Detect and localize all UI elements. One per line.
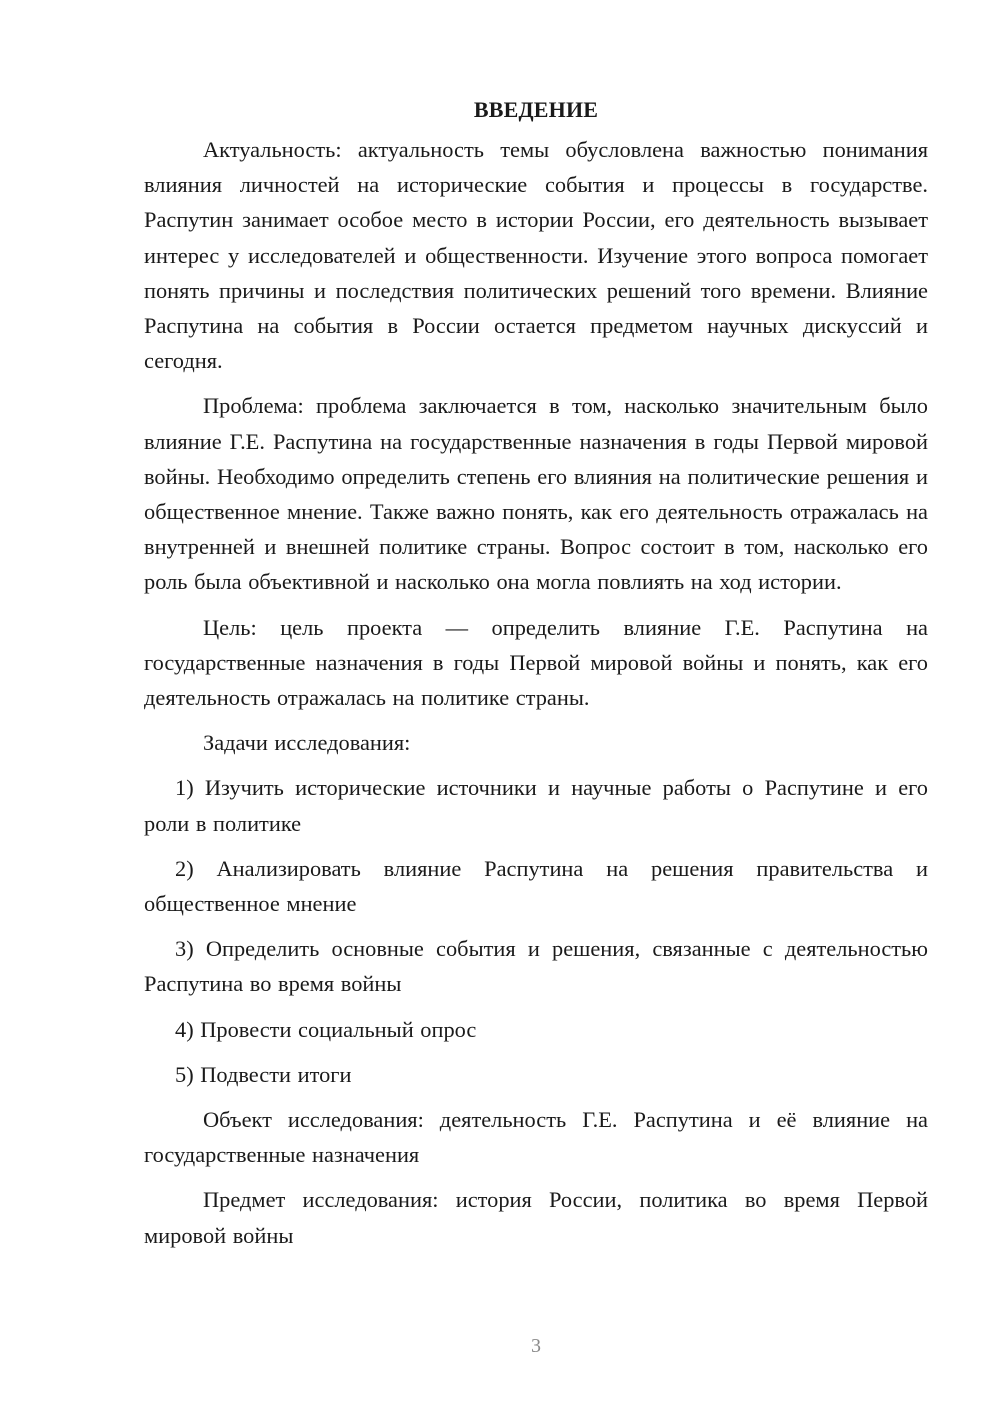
task-item-4: 4) Провести социальный опрос xyxy=(175,1016,477,1042)
paragraph-goal: Цель: цель проекта — определить влияние Г.Е. Распутина на государственные назначения в годы Первой мировой войны и понять, как его деятельность отражалась на политике страны. xyxy=(144,614,928,711)
task-item-5: 5) Подвести итоги xyxy=(175,1061,352,1087)
page-number: 3 xyxy=(531,1335,541,1357)
paragraph-tasks-heading: Задачи исследования: xyxy=(203,730,411,756)
task-item-2: 2) Анализировать влияние Распутина на решения правительства и общественное мнение xyxy=(144,855,928,917)
paragraph-research-subject: Предмет исследования: история России, политика во время Первой мировой войны xyxy=(144,1187,928,1248)
page-content xyxy=(144,92,928,1253)
paragraph-problem: Проблема: проблема заключается в том, насколько значительным было влияние Г.Е. Распутина на государственные назначения в годы Первой мировой войны. Необходимо определить степень его влияния на политические решения и общественное мнение. Также важно понять, как его деятельность отражалась на внутренней и внешней политике страны. Вопрос состоит в том, насколько его роль была объективной и насколько она могла повлиять на ход истории. xyxy=(144,393,928,595)
paragraph-relevance: Актуальность: актуальность темы обусловлена важностью понимания влияния личностей на исторические события и процессы в государстве. Распутин занимает особое место в истории России, его деятельность вызывает интерес у исследователей и общественности. Изучение этого вопроса помогает понять причины и последствия политических решений того времени. Влияние Распутина на события в России остается предметом научных дискуссий и сегодня. xyxy=(144,137,928,374)
task-item-1: 1) Изучить исторические источники и научные работы о Распутине и его роли в политике xyxy=(144,775,928,836)
section-title: ВВЕДЕНИЕ xyxy=(473,97,599,122)
task-item-3: 3) Определить основные события и решения, связанные с деятельностью Распутина во время войны xyxy=(144,936,928,997)
paragraph-research-object: Объект исследования: деятельность Г.Е. Распутина и её влияние на государственные назначения xyxy=(144,1107,928,1168)
